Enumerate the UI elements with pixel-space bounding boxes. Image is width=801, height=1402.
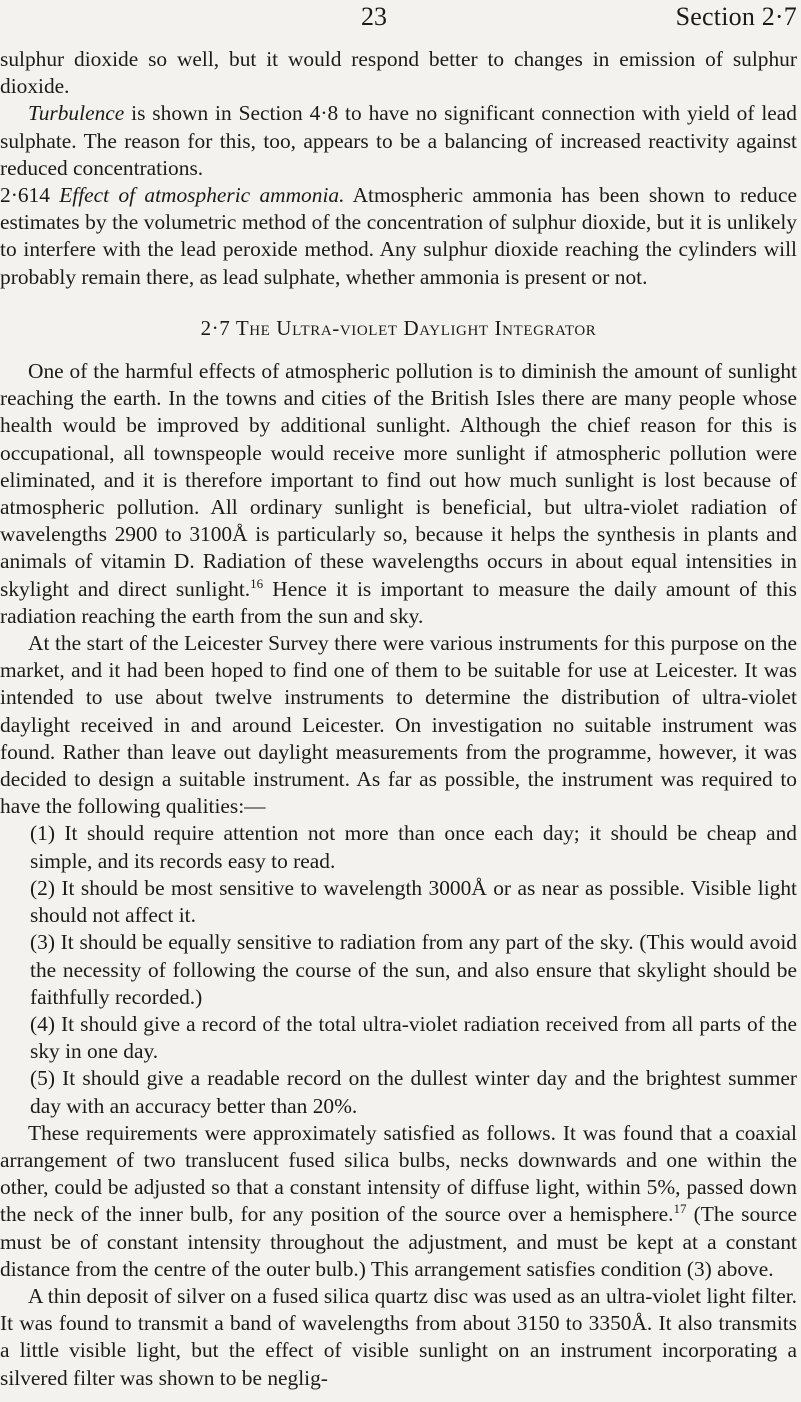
paragraph-ammonia (0, 182, 797, 291)
reference-number: 16 (250, 575, 264, 591)
page-number: 23 (361, 2, 387, 31)
paragraph-text: (The source must be of constant intensity throughout the adjustment, and must be kept at a constant distance from the centre of the outer bulb.) This arrangement satisfies condition (3) above. (0, 1202, 797, 1281)
paragraph-leicester-survey: At the start of the Leicester Survey there were various instruments for this purpose on the market, and it had been hoped to find one of them to be suitable for use at Leicester. It was intended to use about twelve instruments to determine the distribution of ultra-violet daylight received in and around Leicester. On investigation no suitable instrument was found. Rather than leave out daylight measurements from the programme, however, it was decided to design a suitable instrument. As far as possible, the instrument was required to have the following qualities:— (0, 631, 797, 819)
section-label: Section 2·7 (675, 2, 797, 31)
paragraph-turbulence (0, 100, 797, 182)
requirement-item-1: (1) It should require attention not more than once each day; it should be cheap and simple, and its records easy to read. (30, 821, 797, 873)
paragraph-text: is shown in Section 4·8 to have no significant connection with yield of lead sulphate. The reason for this, too, appears to be a balancing of increased reactivity against reduced concentrations. (0, 101, 797, 180)
paragraph-text: These requirements were approximately satisfied as follows. It was found that a coaxial arrangement of two translucent fused silica bulbs, necks downwards and one within the other, could be adjusted so that a constant intensity of diffuse light, within 5%, passed down the neck of the inner bulb, for any position of the source over a hemisphere. (0, 1120, 797, 1227)
body-text (0, 46, 797, 1392)
paragraph-text: One of the harmful effects of atmospheric pollution is to diminish the amount of sunlight reaching the earth. In the towns and cities of the British Isles there are many people whose health would be improved by additional sunlight. Although the chief reason for this is occupational, all townspeople would receive more sunlight if atmospheric pollution were eliminated, and it is therefore important to find out how much sunlight is lost because of atmospheric pollution. All ordinary sunlight is beneficial, but ultra-violet radiation of wavelengths 2900 to 3100Å is particularly so, because it helps the synthesis in plants and animals of vitamin D. Radiation of these wavelengths occurs in about equal intensities in skylight and direct sunlight. (0, 359, 797, 601)
run-in-term: Turbulence (28, 101, 125, 126)
paragraph-bulbs (0, 1120, 797, 1283)
requirement-item-4: (4) It should give a record of the total ultra-violet radiation received from all parts of the sky in one day. (30, 1011, 797, 1064)
subsection-title: Effect of atmospheric ammonia. (59, 183, 345, 208)
paragraph-text: Atmospheric ammonia has been shown to reduce estimates by the volumetric method of the concentration of sulphur dioxide, but it is unlikely to interfere with the lead peroxide method. Any sulphur dioxide reaching the cylinders will probably remain there, as lead sulphate, whether ammonia is present or not. (0, 183, 797, 289)
running-header (0, 0, 801, 40)
paragraph-sunlight (0, 358, 797, 630)
section-heading: 2·7 The Ultra-violet Daylight Integrator (200, 315, 597, 340)
subsection-number: 2·614 (0, 183, 60, 208)
requirement-item-3: (3) It should be equally sensitive to radiation from any part of the sky. (This would avoid the necessity of following the course of the sun, and also ensure that skylight should be faithfully recorded.) (30, 930, 797, 1009)
paragraph-text: Hence it is important to measure the daily amount of this radiation reaching the earth from the sun and sky. (0, 576, 798, 628)
requirement-item-2: (2) It should be most sensitive to wavelength 3000Å or as near as possible. Visible light should not affect it. (30, 875, 797, 928)
reference-number: 17 (673, 1201, 687, 1217)
requirement-item-5: (5) It should give a readable record on the dullest winter day and the brightest summer day with an accuracy better than 20%. (30, 1066, 797, 1118)
paragraph-continuation: sulphur dioxide so well, but it would respond better to changes in emission of sulphur dioxide. (0, 47, 797, 99)
paragraph-silver-filter: A thin deposit of silver on a fused silica quartz disc was used as an ultra-violet light filter. It was found to transmit a band of wavelengths from about 3150 to 3350Å. It also transmits a little visible light, but the effect of visible sunlight on an instrument incorporating a silvered filter was shown to be neglig- (0, 1283, 797, 1390)
